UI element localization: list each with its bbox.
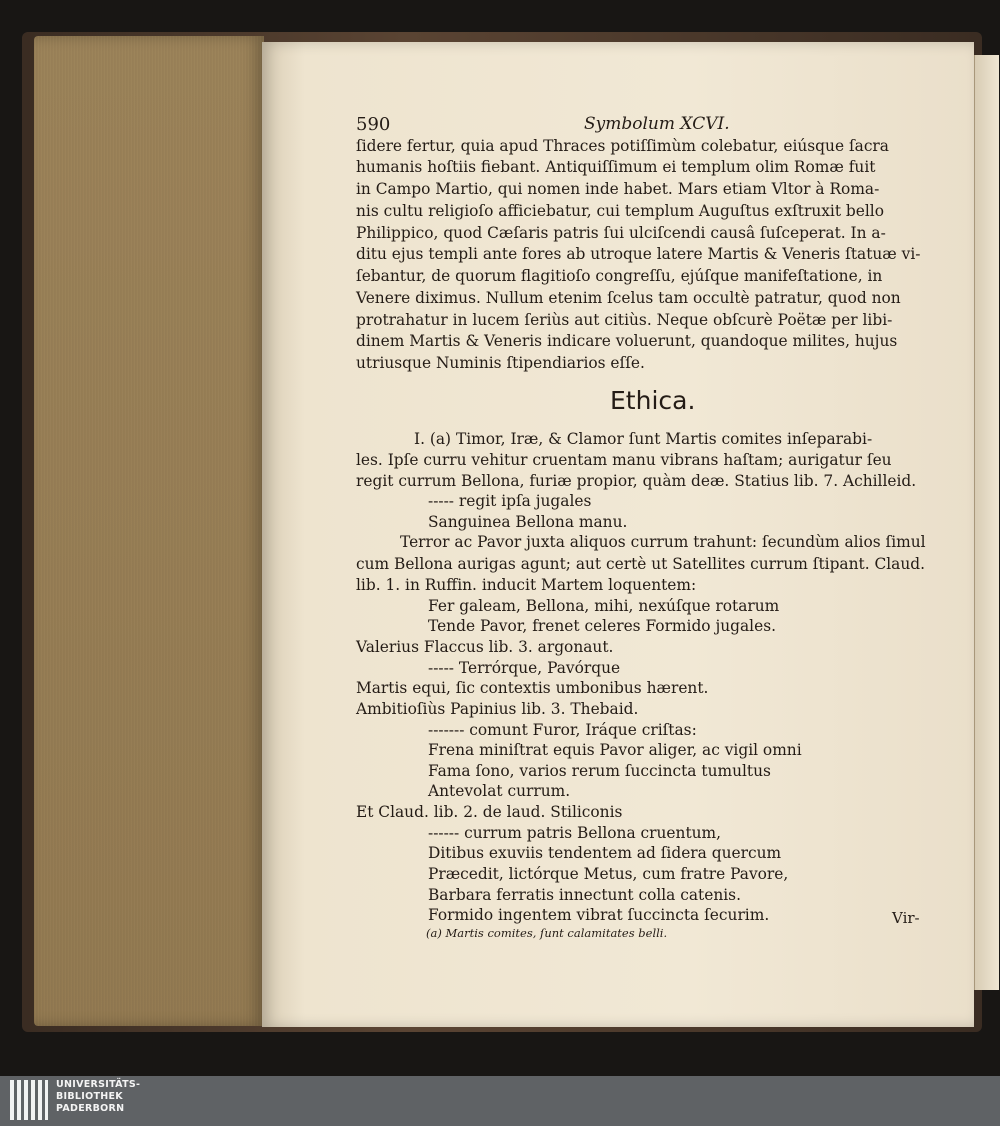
library-name-line2: BIBLIOTHEK: [56, 1091, 123, 1102]
text-line: Et Claud. lib. 2. de laud. Stiliconis: [356, 803, 623, 821]
verse-line: Formido ingentem vibrat ſuccincta ſecurim.: [428, 906, 770, 924]
text-line: dinem Martis & Veneris indicare voluerunt, quandoque milites, hujus: [356, 332, 898, 350]
text-line: regit currum Bellona, furiæ propior, quàm deæ. Statius lib. 7. Achilleid.: [356, 472, 917, 490]
library-name-line1: UNIVERSITÄTS-: [56, 1079, 141, 1090]
catchword: Vir-: [892, 909, 920, 927]
library-logo-icon: [10, 1080, 48, 1120]
verse-line: ----- regit ipſa jugales: [428, 492, 592, 510]
verse-line: Fama ſono, varios rerum ſuccincta tumultus: [428, 762, 771, 780]
text-line: Terror ac Pavor juxta aliquos currum trahunt: ſecundùm alios ſimul: [400, 533, 926, 551]
verse-line: ----- Terrórque, Pavórque: [428, 659, 621, 677]
verse-line: Frena miniſtrat equis Pavor aliger, ac vigil omni: [428, 741, 802, 759]
text-line: Martis equi, ſic contextis umbonibus hærent.: [356, 679, 709, 697]
page-number: 590: [356, 114, 391, 135]
text-line: nis cultu religioſo afficiebatur, cui templum Auguſtus exſtruxit bello: [356, 202, 885, 220]
verse-line: Sanguinea Bellona manu.: [428, 513, 628, 531]
text-line: cum Bellona aurigas agunt; aut certè ut Satellites currum ſtipant. Claud.: [356, 555, 926, 573]
verse-line: Barbara ferratis innectunt colla catenis.: [428, 886, 741, 904]
running-title: Symbolum XCVI.: [584, 114, 730, 134]
verse-line: Fer galeam, Bellona, mihi, nexúſque rotarum: [428, 597, 780, 615]
text-line: les. Ipſe curru vehitur cruentam manu vibrans haſtam; aurigatur ſeu: [356, 451, 892, 469]
verse-line: Ditibus exuviis tendentem ad ſidera quercum: [428, 844, 782, 862]
verse-line: Præcedit, lictórque Metus, cum fratre Pavore,: [428, 865, 789, 883]
verse-line: Tende Pavor, frenet celeres Formido jugales.: [428, 617, 776, 635]
text-line: lib. 1. in Ruffin. inducit Martem loquentem:: [356, 576, 697, 594]
text-line: Valerius Flaccus lib. 3. argonaut.: [356, 638, 614, 656]
text-line: protrahatur in lucem ſeriùs aut citiùs. Neque obſcurè Poëtæ per libi-: [356, 311, 893, 329]
library-footer-bar: [0, 1076, 1000, 1126]
text-line: Philippico, quod Cæſaris patris ſui ulciſcendi causâ ſuſceperat. In a-: [356, 224, 886, 242]
text-line: ſidere fertur, quia apud Thraces potiſſimùm colebatur, eiúsque ſacra: [356, 137, 889, 155]
text-line: in Campo Martio, qui nomen inde habet. Mars etiam Vltor à Roma-: [356, 180, 880, 198]
text-line: I. (a) Timor, Iræ, & Clamor ſunt Martis comites inſeparabi-: [414, 430, 873, 448]
text-line: ditu ejus templi ante fores ab utroque latere Martis & Veneris ſtatuæ vi-: [356, 245, 921, 263]
text-line: humanis hoſtiis fiebant. Antiquiſſimum ei templum olim Romæ fuit: [356, 158, 876, 176]
library-name-line3: PADERBORN: [56, 1103, 125, 1114]
text-line: Ambitioſiùs Papinius lib. 3. Thebaid.: [356, 700, 639, 718]
footnote: (a) Martis comites, ſunt calamitates belli.: [426, 926, 668, 940]
text-line: utriusque Numinis ſtipendiarios eſſe.: [356, 354, 645, 372]
page-edges: [34, 36, 264, 1026]
verse-line: ------- comunt Furor, Iráque criſtas:: [428, 721, 697, 739]
text-line: ſebantur, de quorum flagitioſo congreſſu, ejúſque manifeſtatione, in: [356, 267, 883, 285]
verse-line: ------ currum patris Bellona cruentum,: [428, 824, 722, 842]
section-title: Ethica.: [610, 386, 696, 415]
verse-line: Antevolat currum.: [428, 782, 571, 800]
text-line: Venere diximus. Nullum etenim ſcelus tam occultè patratur, quod non: [356, 289, 901, 307]
